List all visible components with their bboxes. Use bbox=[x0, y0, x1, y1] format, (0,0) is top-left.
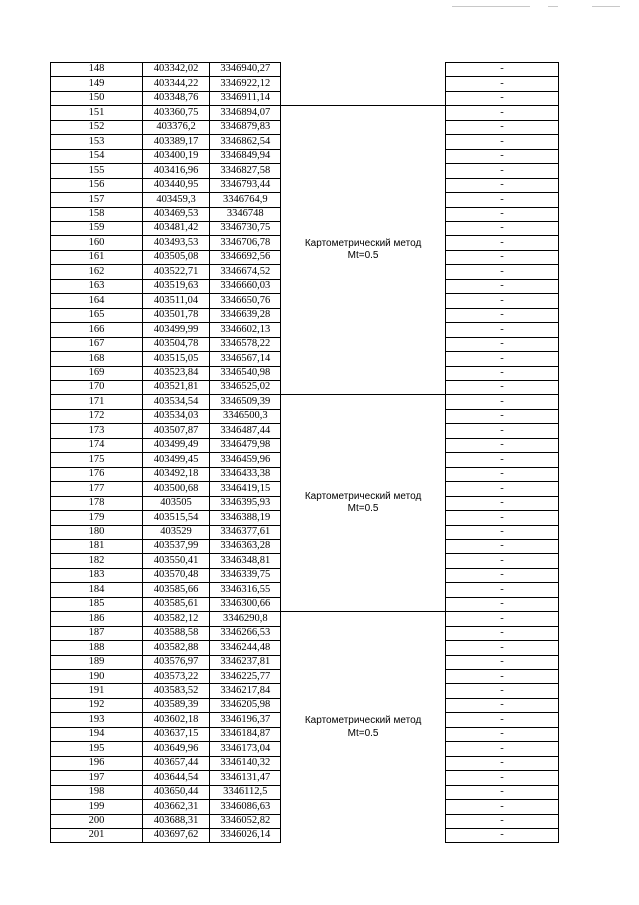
point-number-cell: 187 bbox=[51, 626, 143, 640]
x-coordinate-cell: 403522,71 bbox=[142, 265, 209, 279]
point-number-cell: 183 bbox=[51, 568, 143, 582]
y-coordinate-cell: 3346112,5 bbox=[210, 785, 281, 799]
point-number-cell: 167 bbox=[51, 337, 143, 351]
y-coordinate-cell: 3346217,84 bbox=[210, 684, 281, 698]
right-margin-cell bbox=[559, 380, 639, 394]
right-margin-cell bbox=[559, 525, 639, 539]
table-row bbox=[51, 395, 639, 409]
point-number-cell: 171 bbox=[51, 395, 143, 409]
x-coordinate-cell: 403573,22 bbox=[142, 670, 209, 684]
x-coordinate-cell: 403585,61 bbox=[142, 597, 209, 611]
y-coordinate-cell: 3346692,56 bbox=[210, 250, 281, 264]
x-coordinate-cell: 403570,48 bbox=[142, 568, 209, 582]
dash-cell: - bbox=[445, 800, 559, 814]
x-coordinate-cell: 403697,62 bbox=[142, 829, 209, 843]
y-coordinate-cell: 3346922,12 bbox=[210, 77, 281, 91]
point-number-cell: 151 bbox=[51, 106, 143, 120]
x-coordinate-cell: 403519,63 bbox=[142, 279, 209, 293]
right-margin-cell bbox=[559, 221, 639, 235]
right-margin-cell bbox=[559, 785, 639, 799]
point-number-cell: 185 bbox=[51, 597, 143, 611]
right-margin-cell bbox=[559, 438, 639, 452]
point-number-cell: 191 bbox=[51, 684, 143, 698]
x-coordinate-cell: 403499,45 bbox=[142, 453, 209, 467]
method-name: Картометрический метод bbox=[304, 715, 422, 727]
right-margin-cell bbox=[559, 568, 639, 582]
point-number-cell: 193 bbox=[51, 713, 143, 727]
x-coordinate-cell: 403534,54 bbox=[142, 395, 209, 409]
point-number-cell: 158 bbox=[51, 207, 143, 221]
dash-cell: - bbox=[445, 597, 559, 611]
dash-cell: - bbox=[445, 63, 559, 77]
right-margin-cell bbox=[559, 511, 639, 525]
y-coordinate-cell: 3346363,28 bbox=[210, 539, 281, 553]
right-margin-cell bbox=[559, 77, 639, 91]
right-margin-cell bbox=[559, 323, 639, 337]
x-coordinate-cell: 403537,99 bbox=[142, 539, 209, 553]
y-coordinate-cell: 3346894,07 bbox=[210, 106, 281, 120]
x-coordinate-cell: 403505 bbox=[142, 496, 209, 510]
table-row bbox=[51, 106, 639, 120]
right-margin-cell bbox=[559, 482, 639, 496]
x-coordinate-cell: 403492,18 bbox=[142, 467, 209, 481]
dash-cell: - bbox=[445, 424, 559, 438]
y-coordinate-cell: 3346849,94 bbox=[210, 149, 281, 163]
point-number-cell: 161 bbox=[51, 250, 143, 264]
right-margin-cell bbox=[559, 756, 639, 770]
point-number-cell: 166 bbox=[51, 323, 143, 337]
right-margin-cell bbox=[559, 554, 639, 568]
point-number-cell: 182 bbox=[51, 554, 143, 568]
right-margin-cell bbox=[559, 135, 639, 149]
y-coordinate-cell: 3346184,87 bbox=[210, 727, 281, 741]
right-margin-cell bbox=[559, 684, 639, 698]
point-number-cell: 163 bbox=[51, 279, 143, 293]
point-number-cell: 198 bbox=[51, 785, 143, 799]
x-coordinate-cell: 403416,96 bbox=[142, 164, 209, 178]
y-coordinate-cell: 3346086,63 bbox=[210, 800, 281, 814]
method-cell bbox=[281, 63, 445, 106]
right-margin-cell bbox=[559, 207, 639, 221]
y-coordinate-cell: 3346459,96 bbox=[210, 453, 281, 467]
point-number-cell: 152 bbox=[51, 120, 143, 134]
point-number-cell: 190 bbox=[51, 670, 143, 684]
y-coordinate-cell: 3346290,8 bbox=[210, 612, 281, 626]
x-coordinate-cell: 403582,88 bbox=[142, 641, 209, 655]
x-coordinate-cell: 403500,68 bbox=[142, 482, 209, 496]
coordinates-table-body bbox=[51, 63, 639, 843]
right-margin-cell bbox=[559, 597, 639, 611]
dash-cell: - bbox=[445, 829, 559, 843]
y-coordinate-cell: 3346433,38 bbox=[210, 467, 281, 481]
y-coordinate-cell: 3346205,98 bbox=[210, 698, 281, 712]
point-number-cell: 150 bbox=[51, 91, 143, 105]
point-number-cell: 200 bbox=[51, 814, 143, 828]
point-number-cell: 178 bbox=[51, 496, 143, 510]
dash-cell: - bbox=[445, 91, 559, 105]
y-coordinate-cell: 3346660,03 bbox=[210, 279, 281, 293]
table-row bbox=[51, 612, 639, 626]
y-coordinate-cell: 3346730,75 bbox=[210, 221, 281, 235]
x-coordinate-cell: 403505,08 bbox=[142, 250, 209, 264]
y-coordinate-cell: 3346940,27 bbox=[210, 63, 281, 77]
right-margin-cell bbox=[559, 670, 639, 684]
dash-cell: - bbox=[445, 149, 559, 163]
point-number-cell: 164 bbox=[51, 294, 143, 308]
right-margin-cell bbox=[559, 626, 639, 640]
right-margin-cell bbox=[559, 395, 639, 409]
point-number-cell: 192 bbox=[51, 698, 143, 712]
method-accuracy: Mt=0.5 bbox=[347, 250, 379, 262]
y-coordinate-cell: 3346706,78 bbox=[210, 236, 281, 250]
x-coordinate-cell: 403511,04 bbox=[142, 294, 209, 308]
right-margin-cell bbox=[559, 467, 639, 481]
x-coordinate-cell: 403507,87 bbox=[142, 424, 209, 438]
dash-cell: - bbox=[445, 698, 559, 712]
dash-cell: - bbox=[445, 250, 559, 264]
right-margin-cell bbox=[559, 496, 639, 510]
point-number-cell: 174 bbox=[51, 438, 143, 452]
method-name: Картометрический метод bbox=[304, 490, 422, 502]
point-number-cell: 179 bbox=[51, 511, 143, 525]
right-margin-cell bbox=[559, 829, 639, 843]
right-margin-cell bbox=[559, 453, 639, 467]
point-number-cell: 175 bbox=[51, 453, 143, 467]
dash-cell: - bbox=[445, 323, 559, 337]
x-coordinate-cell: 403469,53 bbox=[142, 207, 209, 221]
x-coordinate-cell: 403400,19 bbox=[142, 149, 209, 163]
x-coordinate-cell: 403583,52 bbox=[142, 684, 209, 698]
right-margin-cell bbox=[559, 641, 639, 655]
right-margin-cell bbox=[559, 424, 639, 438]
x-coordinate-cell: 403501,78 bbox=[142, 308, 209, 322]
point-number-cell: 186 bbox=[51, 612, 143, 626]
dash-cell: - bbox=[445, 568, 559, 582]
x-coordinate-cell: 403529 bbox=[142, 525, 209, 539]
dash-cell: - bbox=[445, 496, 559, 510]
coordinates-table bbox=[50, 62, 639, 843]
x-coordinate-cell: 403649,96 bbox=[142, 742, 209, 756]
x-coordinate-cell: 403389,17 bbox=[142, 135, 209, 149]
y-coordinate-cell: 3346419,15 bbox=[210, 482, 281, 496]
dash-cell: - bbox=[445, 713, 559, 727]
dash-cell: - bbox=[445, 409, 559, 423]
x-coordinate-cell: 403521,81 bbox=[142, 380, 209, 394]
dash-cell: - bbox=[445, 366, 559, 380]
dash-cell: - bbox=[445, 525, 559, 539]
right-margin-cell bbox=[559, 814, 639, 828]
point-number-cell: 159 bbox=[51, 221, 143, 235]
point-number-cell: 160 bbox=[51, 236, 143, 250]
right-margin-cell bbox=[559, 352, 639, 366]
x-coordinate-cell: 403481,42 bbox=[142, 221, 209, 235]
x-coordinate-cell: 403688,31 bbox=[142, 814, 209, 828]
point-number-cell: 149 bbox=[51, 77, 143, 91]
dash-cell: - bbox=[445, 164, 559, 178]
point-number-cell: 196 bbox=[51, 756, 143, 770]
point-number-cell: 184 bbox=[51, 583, 143, 597]
right-margin-cell bbox=[559, 366, 639, 380]
dash-cell: - bbox=[445, 453, 559, 467]
dash-cell: - bbox=[445, 236, 559, 250]
dash-cell: - bbox=[445, 395, 559, 409]
right-margin-cell bbox=[559, 713, 639, 727]
point-number-cell: 189 bbox=[51, 655, 143, 669]
y-coordinate-cell: 3346244,48 bbox=[210, 641, 281, 655]
point-number-cell: 156 bbox=[51, 178, 143, 192]
dash-cell: - bbox=[445, 814, 559, 828]
y-coordinate-cell: 3346500,3 bbox=[210, 409, 281, 423]
dash-cell: - bbox=[445, 193, 559, 207]
point-number-cell: 165 bbox=[51, 308, 143, 322]
right-margin-cell bbox=[559, 279, 639, 293]
y-coordinate-cell: 3346388,19 bbox=[210, 511, 281, 525]
y-coordinate-cell: 3346479,98 bbox=[210, 438, 281, 452]
y-coordinate-cell: 3346300,66 bbox=[210, 597, 281, 611]
dash-cell: - bbox=[445, 207, 559, 221]
right-margin-cell bbox=[559, 106, 639, 120]
point-number-cell: 194 bbox=[51, 727, 143, 741]
scan-artifact-line bbox=[548, 6, 558, 7]
y-coordinate-cell: 3346650,76 bbox=[210, 294, 281, 308]
point-number-cell: 154 bbox=[51, 149, 143, 163]
point-number-cell: 195 bbox=[51, 742, 143, 756]
x-coordinate-cell: 403493,53 bbox=[142, 236, 209, 250]
x-coordinate-cell: 403360,75 bbox=[142, 106, 209, 120]
right-margin-cell bbox=[559, 727, 639, 741]
y-coordinate-cell: 3346879,83 bbox=[210, 120, 281, 134]
point-number-cell: 148 bbox=[51, 63, 143, 77]
right-margin-cell bbox=[559, 583, 639, 597]
dash-cell: - bbox=[445, 684, 559, 698]
x-coordinate-cell: 403662,31 bbox=[142, 800, 209, 814]
right-margin-cell bbox=[559, 698, 639, 712]
x-coordinate-cell: 403499,49 bbox=[142, 438, 209, 452]
dash-cell: - bbox=[445, 554, 559, 568]
dash-cell: - bbox=[445, 352, 559, 366]
right-margin-cell bbox=[559, 337, 639, 351]
point-number-cell: 153 bbox=[51, 135, 143, 149]
dash-cell: - bbox=[445, 742, 559, 756]
x-coordinate-cell: 403589,39 bbox=[142, 698, 209, 712]
y-coordinate-cell: 3346639,28 bbox=[210, 308, 281, 322]
x-coordinate-cell: 403523,84 bbox=[142, 366, 209, 380]
y-coordinate-cell: 3346196,37 bbox=[210, 713, 281, 727]
x-coordinate-cell: 403550,41 bbox=[142, 554, 209, 568]
x-coordinate-cell: 403582,12 bbox=[142, 612, 209, 626]
right-margin-cell bbox=[559, 308, 639, 322]
x-coordinate-cell: 403657,44 bbox=[142, 756, 209, 770]
y-coordinate-cell: 3346052,82 bbox=[210, 814, 281, 828]
dash-cell: - bbox=[445, 178, 559, 192]
y-coordinate-cell: 3346602,13 bbox=[210, 323, 281, 337]
dash-cell: - bbox=[445, 511, 559, 525]
right-margin-cell bbox=[559, 149, 639, 163]
y-coordinate-cell: 3346487,44 bbox=[210, 424, 281, 438]
x-coordinate-cell: 403499,99 bbox=[142, 323, 209, 337]
dash-cell: - bbox=[445, 467, 559, 481]
y-coordinate-cell: 3346266,53 bbox=[210, 626, 281, 640]
dash-cell: - bbox=[445, 265, 559, 279]
y-coordinate-cell: 3346764,9 bbox=[210, 193, 281, 207]
dash-cell: - bbox=[445, 337, 559, 351]
point-number-cell: 180 bbox=[51, 525, 143, 539]
point-number-cell: 169 bbox=[51, 366, 143, 380]
x-coordinate-cell: 403515,54 bbox=[142, 511, 209, 525]
y-coordinate-cell: 3346348,81 bbox=[210, 554, 281, 568]
y-coordinate-cell: 3346567,14 bbox=[210, 352, 281, 366]
y-coordinate-cell: 3346395,93 bbox=[210, 496, 281, 510]
x-coordinate-cell: 403344,22 bbox=[142, 77, 209, 91]
y-coordinate-cell: 3346827,58 bbox=[210, 164, 281, 178]
dash-cell: - bbox=[445, 771, 559, 785]
right-margin-cell bbox=[559, 236, 639, 250]
y-coordinate-cell: 3346173,04 bbox=[210, 742, 281, 756]
y-coordinate-cell: 3346140,32 bbox=[210, 756, 281, 770]
y-coordinate-cell: 3346862,54 bbox=[210, 135, 281, 149]
right-margin-cell bbox=[559, 250, 639, 264]
x-coordinate-cell: 403342,02 bbox=[142, 63, 209, 77]
y-coordinate-cell: 3346540,98 bbox=[210, 366, 281, 380]
dash-cell: - bbox=[445, 583, 559, 597]
method-name: Картометрический метод bbox=[304, 237, 422, 249]
point-number-cell: 199 bbox=[51, 800, 143, 814]
y-coordinate-cell: 3346339,75 bbox=[210, 568, 281, 582]
dash-cell: - bbox=[445, 626, 559, 640]
right-margin-cell bbox=[559, 612, 639, 626]
y-coordinate-cell: 3346509,39 bbox=[210, 395, 281, 409]
x-coordinate-cell: 403348,76 bbox=[142, 91, 209, 105]
dash-cell: - bbox=[445, 612, 559, 626]
y-coordinate-cell: 3346911,14 bbox=[210, 91, 281, 105]
right-margin-cell bbox=[559, 294, 639, 308]
point-number-cell: 172 bbox=[51, 409, 143, 423]
y-coordinate-cell: 3346316,55 bbox=[210, 583, 281, 597]
table-row bbox=[51, 63, 639, 77]
right-margin-cell bbox=[559, 409, 639, 423]
dash-cell: - bbox=[445, 221, 559, 235]
right-margin-cell bbox=[559, 178, 639, 192]
y-coordinate-cell: 3346578,22 bbox=[210, 337, 281, 351]
dash-cell: - bbox=[445, 308, 559, 322]
dash-cell: - bbox=[445, 785, 559, 799]
method-cell bbox=[281, 106, 445, 395]
point-number-cell: 181 bbox=[51, 539, 143, 553]
x-coordinate-cell: 403585,66 bbox=[142, 583, 209, 597]
x-coordinate-cell: 403650,44 bbox=[142, 785, 209, 799]
y-coordinate-cell: 3346793,44 bbox=[210, 178, 281, 192]
right-margin-cell bbox=[559, 800, 639, 814]
point-number-cell: 155 bbox=[51, 164, 143, 178]
y-coordinate-cell: 3346026,14 bbox=[210, 829, 281, 843]
method-cell bbox=[281, 395, 445, 612]
y-coordinate-cell: 3346748 bbox=[210, 207, 281, 221]
right-margin-cell bbox=[559, 771, 639, 785]
y-coordinate-cell: 3346225,77 bbox=[210, 670, 281, 684]
right-margin-cell bbox=[559, 539, 639, 553]
x-coordinate-cell: 403644,54 bbox=[142, 771, 209, 785]
point-number-cell: 176 bbox=[51, 467, 143, 481]
dash-cell: - bbox=[445, 727, 559, 741]
dash-cell: - bbox=[445, 294, 559, 308]
right-margin-cell bbox=[559, 655, 639, 669]
method-cell bbox=[281, 612, 445, 843]
point-number-cell: 157 bbox=[51, 193, 143, 207]
dash-cell: - bbox=[445, 106, 559, 120]
point-number-cell: 173 bbox=[51, 424, 143, 438]
dash-cell: - bbox=[445, 120, 559, 134]
right-margin-cell bbox=[559, 193, 639, 207]
dash-cell: - bbox=[445, 279, 559, 293]
method-accuracy: Mt=0.5 bbox=[347, 503, 379, 515]
right-margin-cell bbox=[559, 265, 639, 279]
x-coordinate-cell: 403440,95 bbox=[142, 178, 209, 192]
dash-cell: - bbox=[445, 670, 559, 684]
x-coordinate-cell: 403534,03 bbox=[142, 409, 209, 423]
scan-artifact-line bbox=[592, 6, 620, 7]
x-coordinate-cell: 403515,05 bbox=[142, 352, 209, 366]
y-coordinate-cell: 3346131,47 bbox=[210, 771, 281, 785]
point-number-cell: 197 bbox=[51, 771, 143, 785]
point-number-cell: 170 bbox=[51, 380, 143, 394]
dash-cell: - bbox=[445, 641, 559, 655]
scan-artifact-line bbox=[452, 6, 530, 7]
point-number-cell: 177 bbox=[51, 482, 143, 496]
point-number-cell: 188 bbox=[51, 641, 143, 655]
right-margin-cell bbox=[559, 63, 639, 77]
x-coordinate-cell: 403588,58 bbox=[142, 626, 209, 640]
y-coordinate-cell: 3346377,61 bbox=[210, 525, 281, 539]
point-number-cell: 201 bbox=[51, 829, 143, 843]
x-coordinate-cell: 403637,15 bbox=[142, 727, 209, 741]
dash-cell: - bbox=[445, 135, 559, 149]
point-number-cell: 162 bbox=[51, 265, 143, 279]
dash-cell: - bbox=[445, 655, 559, 669]
x-coordinate-cell: 403602,18 bbox=[142, 713, 209, 727]
dash-cell: - bbox=[445, 380, 559, 394]
x-coordinate-cell: 403459,3 bbox=[142, 193, 209, 207]
right-margin-cell bbox=[559, 120, 639, 134]
dash-cell: - bbox=[445, 539, 559, 553]
x-coordinate-cell: 403504,78 bbox=[142, 337, 209, 351]
dash-cell: - bbox=[445, 438, 559, 452]
right-margin-cell bbox=[559, 91, 639, 105]
right-margin-cell bbox=[559, 164, 639, 178]
y-coordinate-cell: 3346525,02 bbox=[210, 380, 281, 394]
dash-cell: - bbox=[445, 756, 559, 770]
y-coordinate-cell: 3346237,81 bbox=[210, 655, 281, 669]
method-accuracy: Mt=0.5 bbox=[347, 727, 379, 739]
dash-cell: - bbox=[445, 482, 559, 496]
y-coordinate-cell: 3346674,52 bbox=[210, 265, 281, 279]
right-margin-cell bbox=[559, 742, 639, 756]
point-number-cell: 168 bbox=[51, 352, 143, 366]
x-coordinate-cell: 403576,97 bbox=[142, 655, 209, 669]
x-coordinate-cell: 403376,2 bbox=[142, 120, 209, 134]
dash-cell: - bbox=[445, 77, 559, 91]
